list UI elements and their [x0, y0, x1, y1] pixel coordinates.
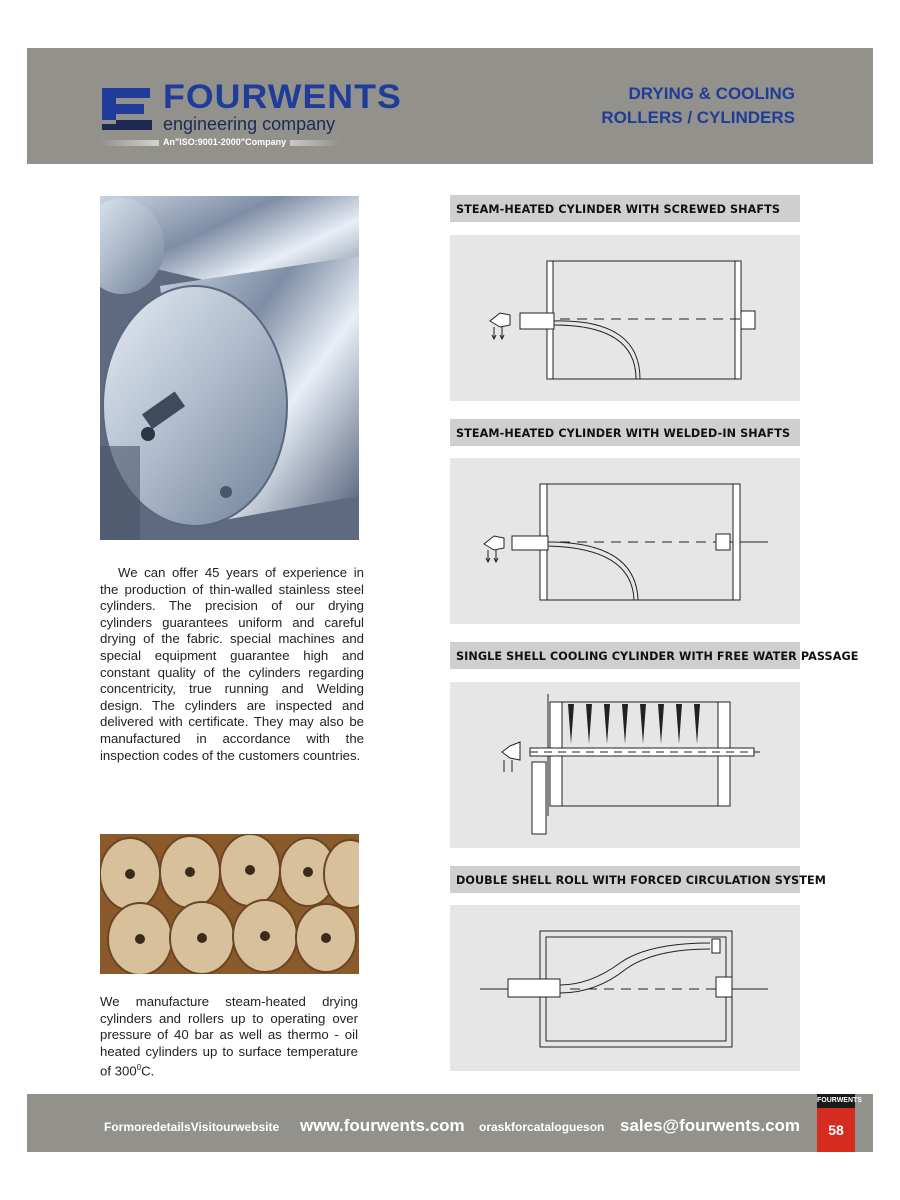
diagram-title-double-shell: DOUBLE SHELL ROLL WITH FORCED CIRCULATION SYSTEM — [450, 866, 800, 893]
steam-cylinder-screwed-drawing-icon — [450, 235, 800, 401]
cylinder-photo — [100, 196, 359, 540]
capability-text: We manufacture steam-heated drying cylinders and rollers up to operating over pressure of 40 bar as well as thermo - oil heated cylinders up to surface temperature of 300 — [100, 994, 358, 1079]
iso-certification: An"ISO:9001-2000"Company — [159, 137, 290, 147]
fourwents-logo-icon — [100, 84, 154, 134]
double-shell-roll-drawing-icon — [450, 905, 800, 1071]
diagram-title-cooling: SINGLE SHELL COOLING CYLINDER WITH FREE WATER PASSAGE — [450, 642, 800, 669]
mini-brand-logo: FOURWENTS — [817, 1094, 855, 1108]
page-footer — [27, 1094, 873, 1152]
intro-paragraph: We can offer 45 years of experience in the production of thin-walled stainless steel cylinders. The precision of our drying cylinders guarantees uniform and careful drying of the fabric. special machines and special equipment guarantee high and constant quality of the cylinders regarding concentricity, true running and Welding design. The cylinders are inspected and delivered with certificate. They may also be manufactured in accordance with the inspection codes of the customers countries. — [100, 565, 364, 763]
cylinder-stack-photo — [100, 834, 359, 974]
footer-middle: oraskforcatalogueson — [479, 1120, 605, 1134]
page-number-badge — [817, 1094, 862, 1152]
capability-paragraph — [100, 994, 358, 1080]
steam-cylinder-welded-drawing-icon — [450, 458, 800, 624]
cooling-cylinder-drawing-icon — [450, 682, 800, 848]
diagram-welded-shafts — [450, 458, 800, 624]
diagram-cooling-cylinder — [450, 682, 800, 848]
temperature-unit: C. — [141, 1063, 155, 1079]
email-link[interactable]: sales@fourwents.com — [620, 1116, 801, 1135]
page-title — [601, 82, 795, 130]
diagram-screwed-shafts — [450, 235, 800, 401]
diagram-title-screwed: STEAM-HEATED CYLINDER WITH SCREWED SHAFTS — [450, 195, 800, 222]
diagram-double-shell-roll — [450, 905, 800, 1071]
page-header — [27, 48, 873, 164]
website-link[interactable]: www.fourwents.com — [300, 1116, 465, 1135]
brand-name: FOURWENTS — [163, 78, 402, 116]
page-number: 58 — [817, 1108, 855, 1152]
degree-mark: 0 — [136, 1063, 142, 1073]
footer-lead: FormoredetailsVisitourwebsite — [104, 1120, 280, 1134]
page-title-line2: ROLLERS / CYLINDERS — [601, 108, 795, 127]
page-title-line1: DRYING & COOLING — [628, 84, 795, 103]
diagram-title-welded: STEAM-HEATED CYLINDER WITH WELDED-IN SHAFTS — [450, 419, 800, 446]
brand-subtitle: engineering company — [163, 114, 336, 134]
